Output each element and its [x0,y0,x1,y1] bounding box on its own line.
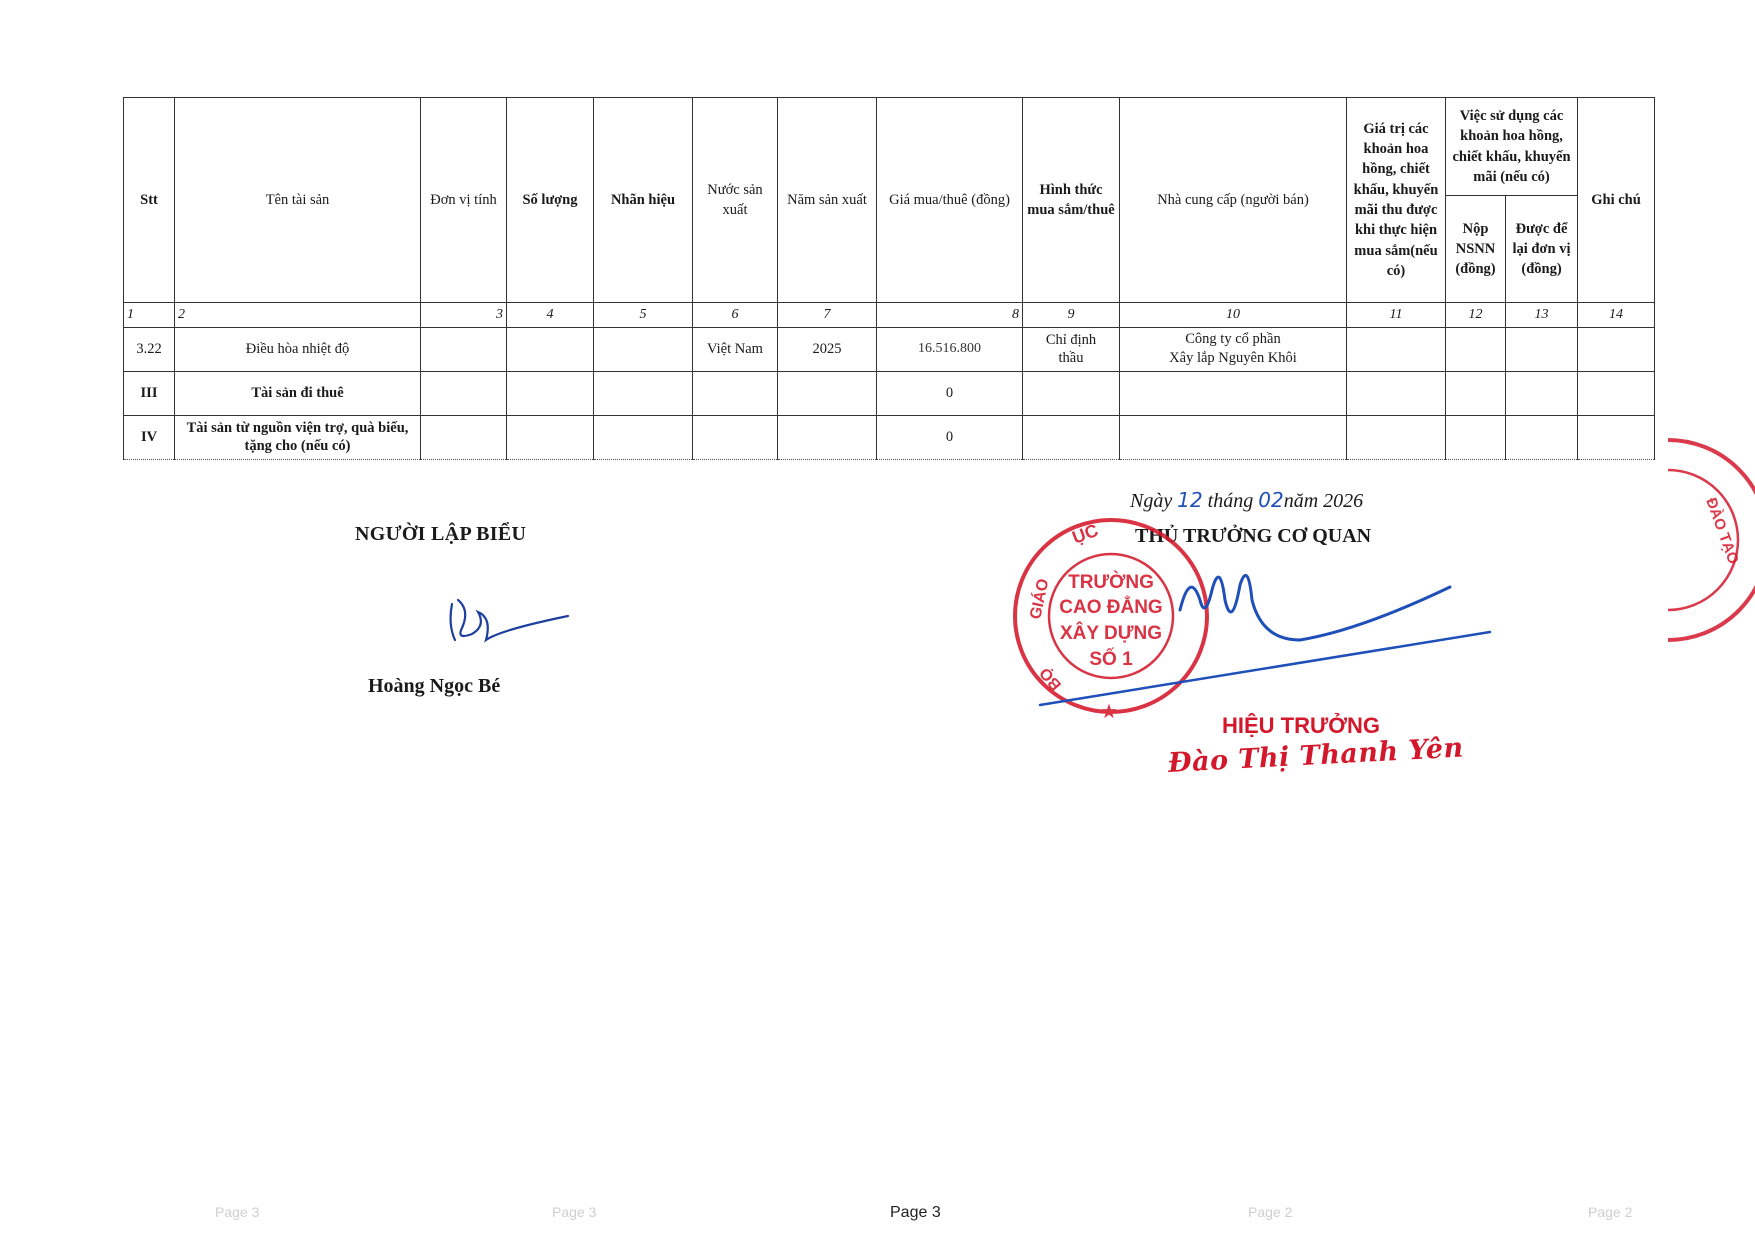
signing-date [1130,488,1363,513]
row-supplier-line2: Xây lắp Nguyên Khôi [1169,350,1297,367]
asset-table [123,97,1655,460]
page-footer-ghost: Page 2 [1588,1204,1633,1220]
page-number: Page 3 [890,1204,941,1221]
row-stt: III [124,371,175,415]
seal-line-3: XÂY DỰNG [1060,623,1162,644]
svg-text:ỤC: ỤC [1069,520,1101,548]
row-price: 0 [877,415,1023,459]
row-asset-name: Tài sản từ nguồn viện trợ, quà biếu, tặng cho (nếu có) [175,415,421,459]
col-header-year: Năm sản xuất [778,98,877,303]
seal-line-1: TRƯỜNG [1068,572,1154,593]
col-header-quantity: Số lượng [507,98,594,303]
date-month-word: tháng [1207,490,1254,512]
svg-text:★: ★ [1100,701,1118,723]
row-price: 16.516.800 [877,327,1023,371]
col-number: 9 [1023,303,1120,328]
header-row-1 [124,98,1655,196]
seal-line-2: CAO ĐẲNG [1059,597,1163,618]
row-purchase-method-line2: thầu [1058,350,1084,367]
col-number: 6 [693,303,778,328]
col-number: 7 [778,303,877,328]
col-number: 3 [421,303,507,328]
row-price: 0 [877,371,1023,415]
row-purchase-method [1023,327,1120,371]
col-header-price: Giá mua/thuê (đồng) [877,98,1023,303]
table-row [124,327,1655,371]
column-number-row [124,303,1655,328]
table-row [124,415,1655,459]
date-month: 02 [1258,488,1284,512]
preparer-name: Hoàng Ngọc Bé [368,675,501,697]
svg-text:BỘ: BỘ [1036,664,1066,694]
row-purchase-method-line1: Chỉ định [1045,331,1097,348]
col-header-purchase-method: Hình thức mua sắm/thuê [1023,98,1120,303]
col-number: 5 [594,303,693,328]
col-header-notes: Ghi chú [1578,98,1655,303]
col-number: 4 [507,303,594,328]
head-of-agency-title: THỦ TRƯỞNG CƠ QUAN [1135,525,1372,547]
page-footer-ghost: Page 3 [215,1204,260,1220]
col-number: 2 [175,303,421,328]
col-header-retained: Được để lại đơn vị (đồng) [1506,196,1578,303]
col-number: 14 [1578,303,1655,328]
col-header-commission-usage: Việc sử dụng các khoản hoa hồng, chiết khấu, khuyến mãi (nếu có) [1446,98,1578,196]
row-year: 2025 [778,327,877,371]
principal-name-stamp: Đào Thị Thanh Yên [1167,732,1465,779]
col-number: 8 [877,303,1023,328]
col-header-commission-value: Giá trị các khoản hoa hồng, chiết khấu, khuyến mãi thu được khi thực hiện mua sắm(nếu có) [1347,98,1446,303]
table-row [124,371,1655,415]
row-stt: IV [124,415,175,459]
row-stt: 3.22 [124,327,175,371]
svg-text:GIÁO: GIÁO [1027,577,1053,621]
col-number: 12 [1446,303,1506,328]
col-header-country: Nước sản xuất [693,98,778,303]
seal-line-4: SỐ 1 [1089,649,1133,670]
row-supplier [1120,327,1347,371]
row-supplier-line1: Công ty cổ phần [1185,331,1281,348]
col-header-stt: Stt [124,98,175,303]
date-prefix: Ngày [1130,490,1173,512]
col-number: 10 [1120,303,1347,328]
col-header-supplier: Nhà cung cấp (người bán) [1120,98,1347,303]
col-header-state-budget: Nộp NSNN (đồng) [1446,196,1506,303]
row-asset-name: Tài sản đi thuê [175,371,421,415]
col-header-asset-name: Tên tài sản [175,98,421,303]
date-year: năm 2026 [1283,490,1364,512]
col-number: 1 [124,303,175,328]
col-number: 11 [1347,303,1446,328]
partial-stamp-text: ĐÀO TẠO [1702,495,1742,567]
row-asset-name: Điều hòa nhiệt độ [175,327,421,371]
col-header-unit: Đơn vị tính [421,98,507,303]
col-header-brand: Nhãn hiệu [594,98,693,303]
principal-position: HIỆU TRƯỞNG [1222,713,1381,738]
preparer-title: NGƯỜI LẬP BIỂU [355,523,527,545]
page-footer-ghost: Page 3 [552,1204,597,1220]
col-number: 13 [1506,303,1578,328]
row-country: Việt Nam [693,327,778,371]
date-day: 12 [1177,488,1203,512]
page-footer-ghost: Page 2 [1248,1204,1293,1220]
